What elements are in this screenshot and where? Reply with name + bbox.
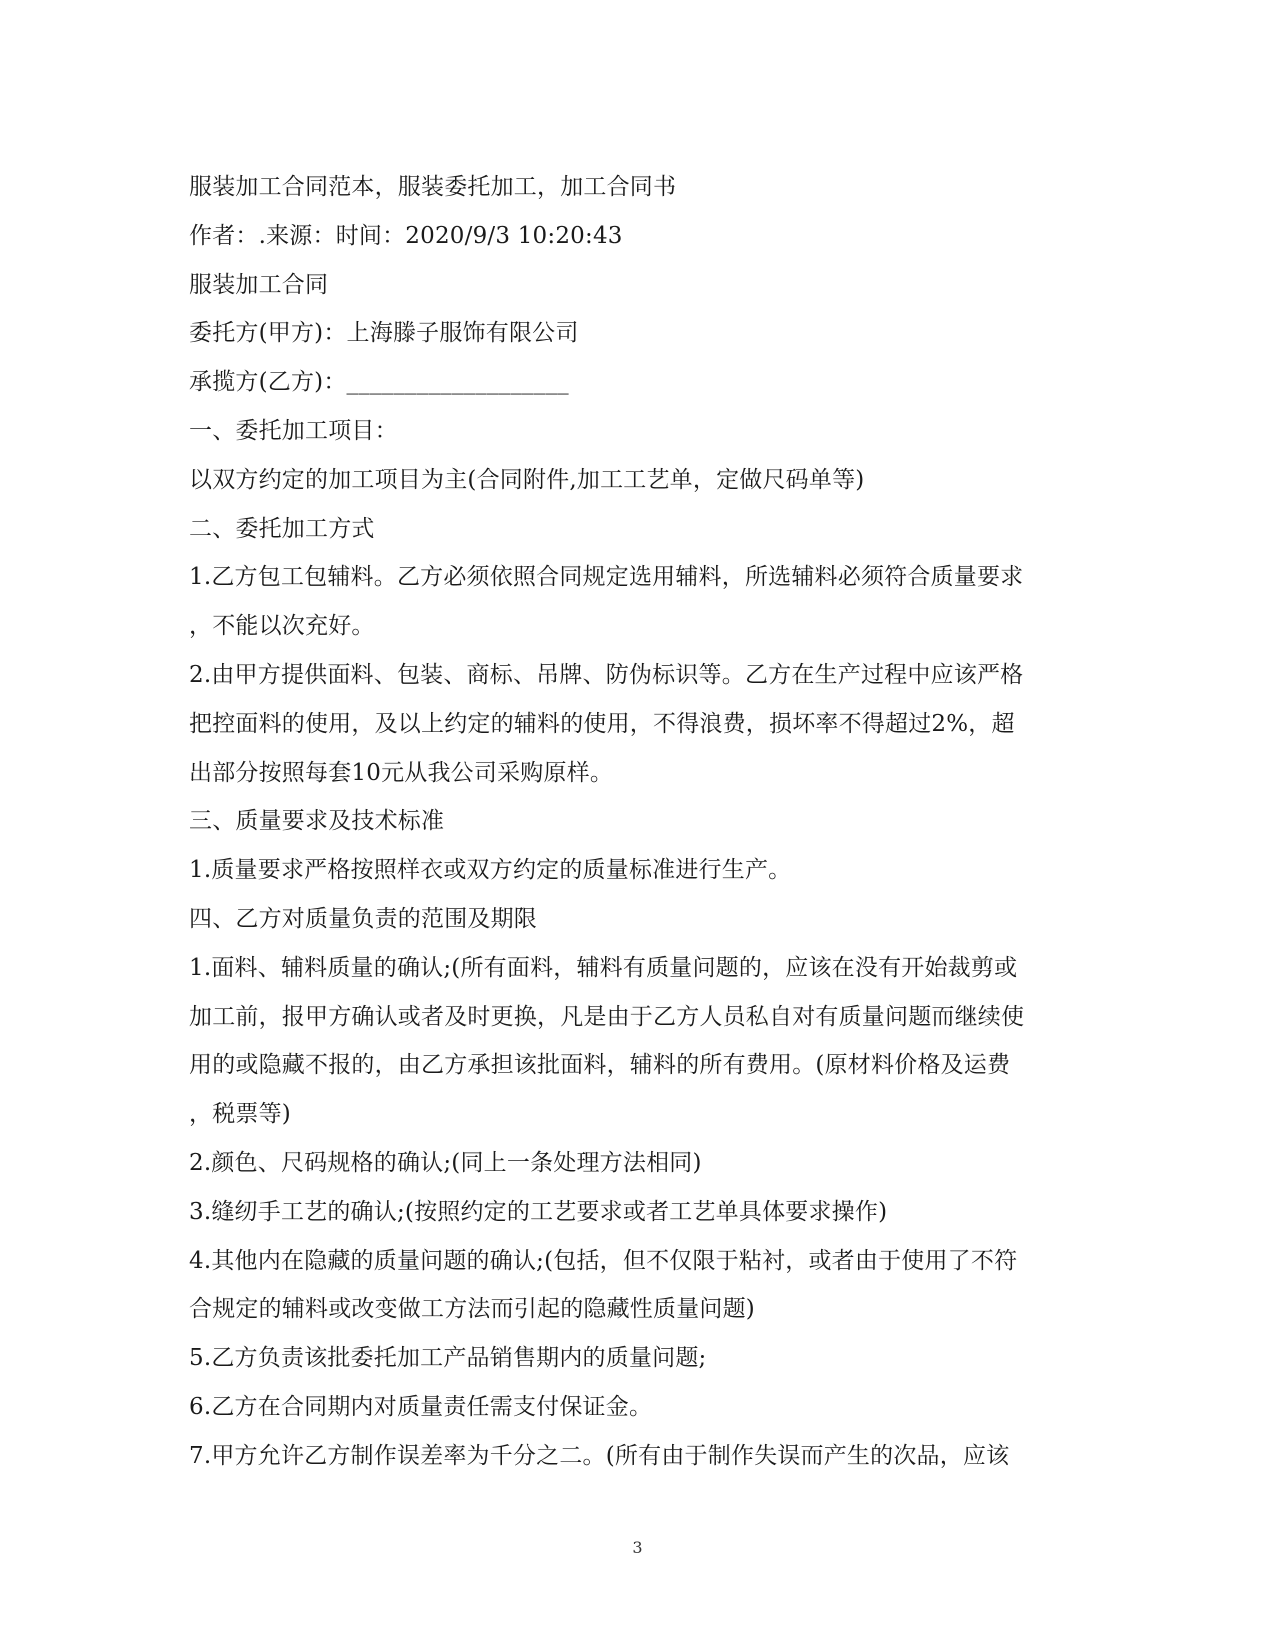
section-heading-2: 二、委托加工方式 [189,515,375,542]
paragraph-line: ，不能以次充好。 [189,613,375,640]
paragraph-line: 合规定的辅料或改变做工方法而引起的隐藏性质量问题) [189,1296,755,1323]
paragraph-line: 5.乙方负责该批委托加工产品销售期内的质量问题; [189,1345,707,1372]
paragraph-line: 以双方约定的加工项目为主(合同附件,加工工艺单，定做尺码单等) [189,466,865,493]
meta-line: 作者：.来源：时间：2020/9/3 10:20:43 [189,222,623,249]
paragraph-line: 2.由甲方提供面料、包装、商标、吊牌、防伪标识等。乙方在生产过程中应该严格 [189,661,1024,688]
document-title: 服装加工合同范本，服装委托加工，加工合同书 [189,174,677,200]
party-a-line: 委托方(甲方)：上海滕子服饰有限公司 [189,320,579,347]
paragraph-line: 用的或隐藏不报的，由乙方承担该批面料，辅料的所有费用。(原材料价格及运费 [189,1052,1011,1079]
paragraph-line: 1.质量要求严格按照样衣或双方约定的质量标准进行生产。 [189,857,792,884]
section-heading-4: 四、乙方对质量负责的范围及期限 [189,905,537,932]
paragraph-line: 2.颜色、尺码规格的确认;(同上一条处理方法相同) [189,1149,702,1176]
section-heading-1: 一、委托加工项目： [189,417,398,444]
paragraph-line: 4.其他内在隐藏的质量问题的确认;(包括，但不仅限于粘衬，或者由于使用了不符 [189,1247,1018,1274]
paragraph-line: 出部分按照每套10元从我公司采购原样。 [189,759,614,786]
paragraph-line: 把控面料的使用，及以上约定的辅料的使用，不得浪费，损坏率不得超过2%，超 [189,710,1015,737]
party-b-line: 承揽方(乙方)：___________________ [189,369,569,396]
document-body [189,163,1089,1481]
paragraph-line: 6.乙方在合同期内对质量责任需支付保证金。 [189,1393,653,1420]
paragraph-line: 3.缝纫手工艺的确认;(按照约定的工艺要求或者工艺单具体要求操作) [189,1198,888,1225]
section-heading-3: 三、质量要求及技术标准 [189,808,445,835]
paragraph-line: 1.面料、辅料质量的确认;(所有面料，辅料有质量问题的，应该在没有开始裁剪或 [189,954,1018,981]
paragraph-line: 加工前，报甲方确认或者及时更换，凡是由于乙方人员私自对有质量问题而继续使 [189,1003,1025,1030]
page-number: 3 [632,1538,643,1557]
contract-title: 服装加工合同 [189,271,329,298]
paragraph-line: ，税票等) [189,1101,291,1128]
paragraph-line: 1.乙方包工包辅料。乙方必须依照合同规定选用辅料，所选辅料必须符合质量要求 [189,564,1024,591]
paragraph-line: 7.甲方允许乙方制作误差率为千分之二。(所有由于制作失误而产生的次品，应该 [189,1442,1010,1469]
